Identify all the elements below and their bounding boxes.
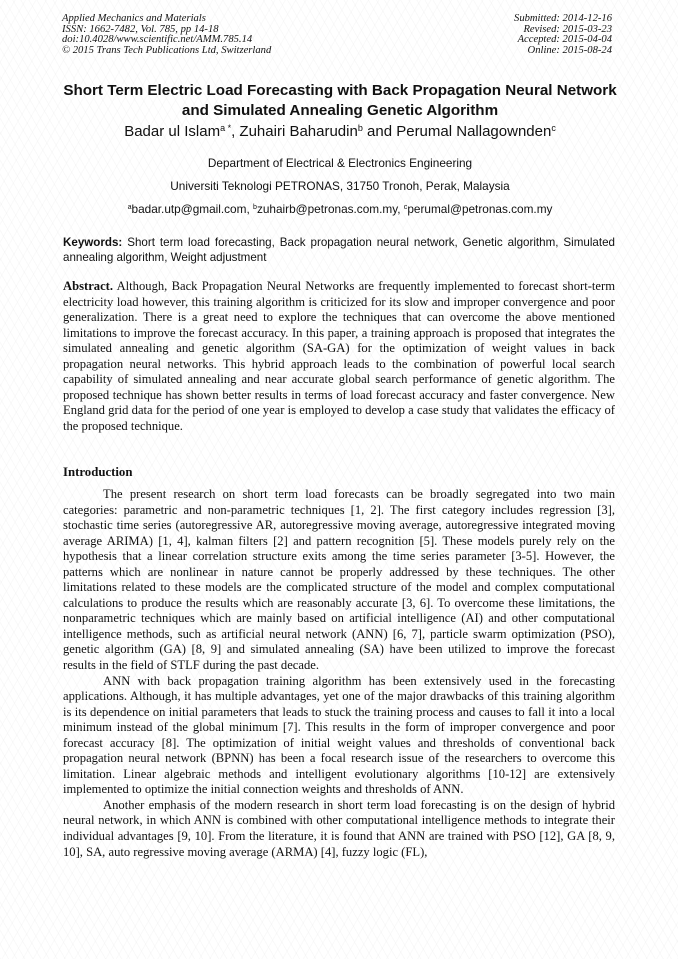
section-heading-introduction: Introduction (63, 465, 133, 479)
email-mark: a (127, 203, 132, 212)
author-list (60, 122, 620, 142)
journal-info (62, 14, 271, 56)
journal-name: Applied Mechanics and Materials (62, 13, 206, 24)
keywords (63, 235, 615, 265)
author-separator: and (362, 123, 397, 140)
journal-copyright: © 2015 Trans Tech Publications Ltd, Switzerland (62, 44, 272, 56)
author-emails (60, 202, 620, 216)
email-separator: , (397, 202, 404, 216)
author-affiliation-mark: a * (220, 123, 232, 134)
author-name: Zuhairi Baharudin (239, 123, 358, 140)
email-separator: , (246, 202, 254, 216)
email-link[interactable]: perumal@petronas.com.my (407, 202, 553, 216)
paper-title: Short Term Electric Load Forecasting with Back Propagation Neural Network and Simulated Annealing Genetic Algorithm (63, 82, 617, 119)
author-name: Badar ul Islam (124, 123, 221, 140)
affiliation-department: Department of Electrical & Electronics Engineering (207, 156, 473, 170)
keywords-text: Short term load forecasting, Back propagation neural network, Genetic algorithm, Simulated annealing algorithm, Weight adjustment (63, 236, 615, 264)
date-online: Online: 2015-08-24 (527, 44, 612, 56)
date-submitted: Submitted: 2014-12-16 (514, 13, 612, 24)
email-mark: b (253, 203, 257, 212)
abstract-label: Abstract. (63, 279, 114, 293)
abstract-text: Although, Back Propagation Neural Networks are frequently implemented to forecast short-term electricity load however, this training algorithm is criticized for its slow and improper convergence and poor generalization. There is a great need to explore the techniques that can overcome the above mentioned limitations to improve the forecast accuracy. In this paper, a training approach is proposed that integrates the simulated annealing and genetic algorithm (SA-GA) for the optimization of weight values in back propagation neural networks. This hybrid approach leads to the combination of powerful local search capability of simulated annealing and near accurate global search performance of genetic algorithm. The proposed technique has shown better results in terms of load forecast accuracy and faster convergence. New England grid data for the period of one year is employed to develop a case study that validates the efficacy of the proposed technique. (63, 279, 615, 433)
journal-issn: ISSN: 1662-7482, Vol. 785, pp 14-18 (62, 23, 219, 35)
email-link[interactable]: badar.utp@gmail.com (131, 202, 247, 216)
email-mark: c (403, 203, 408, 212)
author-separator: , (231, 123, 240, 140)
publication-dates (514, 14, 612, 56)
keywords-label: Keywords: (63, 236, 123, 249)
journal-doi: doi:10.4028/www.scientific.net/AMM.785.14 (62, 34, 253, 46)
email-link[interactable]: zuhairb@petronas.com.my (256, 202, 398, 216)
author-name: Perumal Nallagownden (396, 123, 552, 140)
date-accepted: Accepted: 2015-04-04 (517, 34, 612, 46)
author-affiliation-mark: b (357, 123, 363, 134)
paragraph: The present research on short term load forecasts can be broadly segregated into two main categories: parametric and non-parametric techniques [1, 2]. The first category includes regression [3], stochastic time series (autoregressive AR, autoregressive moving average, autoregressive integrated moving average ARIMA) [1, 4], kalman filters [2] and pattern recognition [5]. These models purely rely on the hypothesis that a linear correlation structure exits among the time series parameter [3-5]. However, the patterns which are nonlinear in nature cannot be properly addressed by these techniques. The other limitations related to these models are the complicated structure of the model and complex computational calculations to produce the results which are reasonably accurate [3, 6]. To overcome these limitations, the nonparametric techniques which are mainly based on artificial intelligence (AI) and other computational intelligence methods, such as artificial neural network (ANN) [6, 7], particle swarm optimization (PSO), genetic algorithm (GA) [8, 9] and simulated annealing (SA) have been utilized to improve the forecast results in the field of STLF during the past decade. (63, 487, 615, 673)
introduction-body (63, 487, 615, 860)
abstract (63, 279, 615, 434)
paragraph: Another emphasis of the modern research in short term load forecasting is on the design of hybrid neural network, in which ANN is combined with other computational intelligence methods to integrate their individual advantages [9, 10]. From the literature, it is found that ANN are trained with PSO [12], GA [8, 9, 10], SA, auto regressive moving average (ARMA) [4], fuzzy logic (FL), (63, 797, 615, 859)
paragraph: ANN with back propagation training algorithm has been extensively used in the forecasting applications. Although, it has multiple advantages, yet one of the major drawbacks of this training algorithm is its dependence on initial parameters that leads to stuck the training process and causes to fall it into a local minimum instead of the global minimum [7]. This results in the form of improper convergence and poor forecast accuracy [8]. The optimization of initial weight values and thresholds of conventional back propagation neural network (BPNN) has been a focal research issue of the researchers to overcome this limitation. Linear algebraic methods and intelligent evolutionary algorithms [10-12] are extensively implemented to optimize the initial connection weights and thresholds of ANN. (63, 673, 615, 797)
affiliation-university: Universiti Teknologi PETRONAS, 31750 Tronoh, Perak, Malaysia (170, 179, 510, 193)
author-affiliation-mark: c (551, 123, 556, 134)
date-revised: Revised: 2015-03-23 (523, 23, 612, 35)
